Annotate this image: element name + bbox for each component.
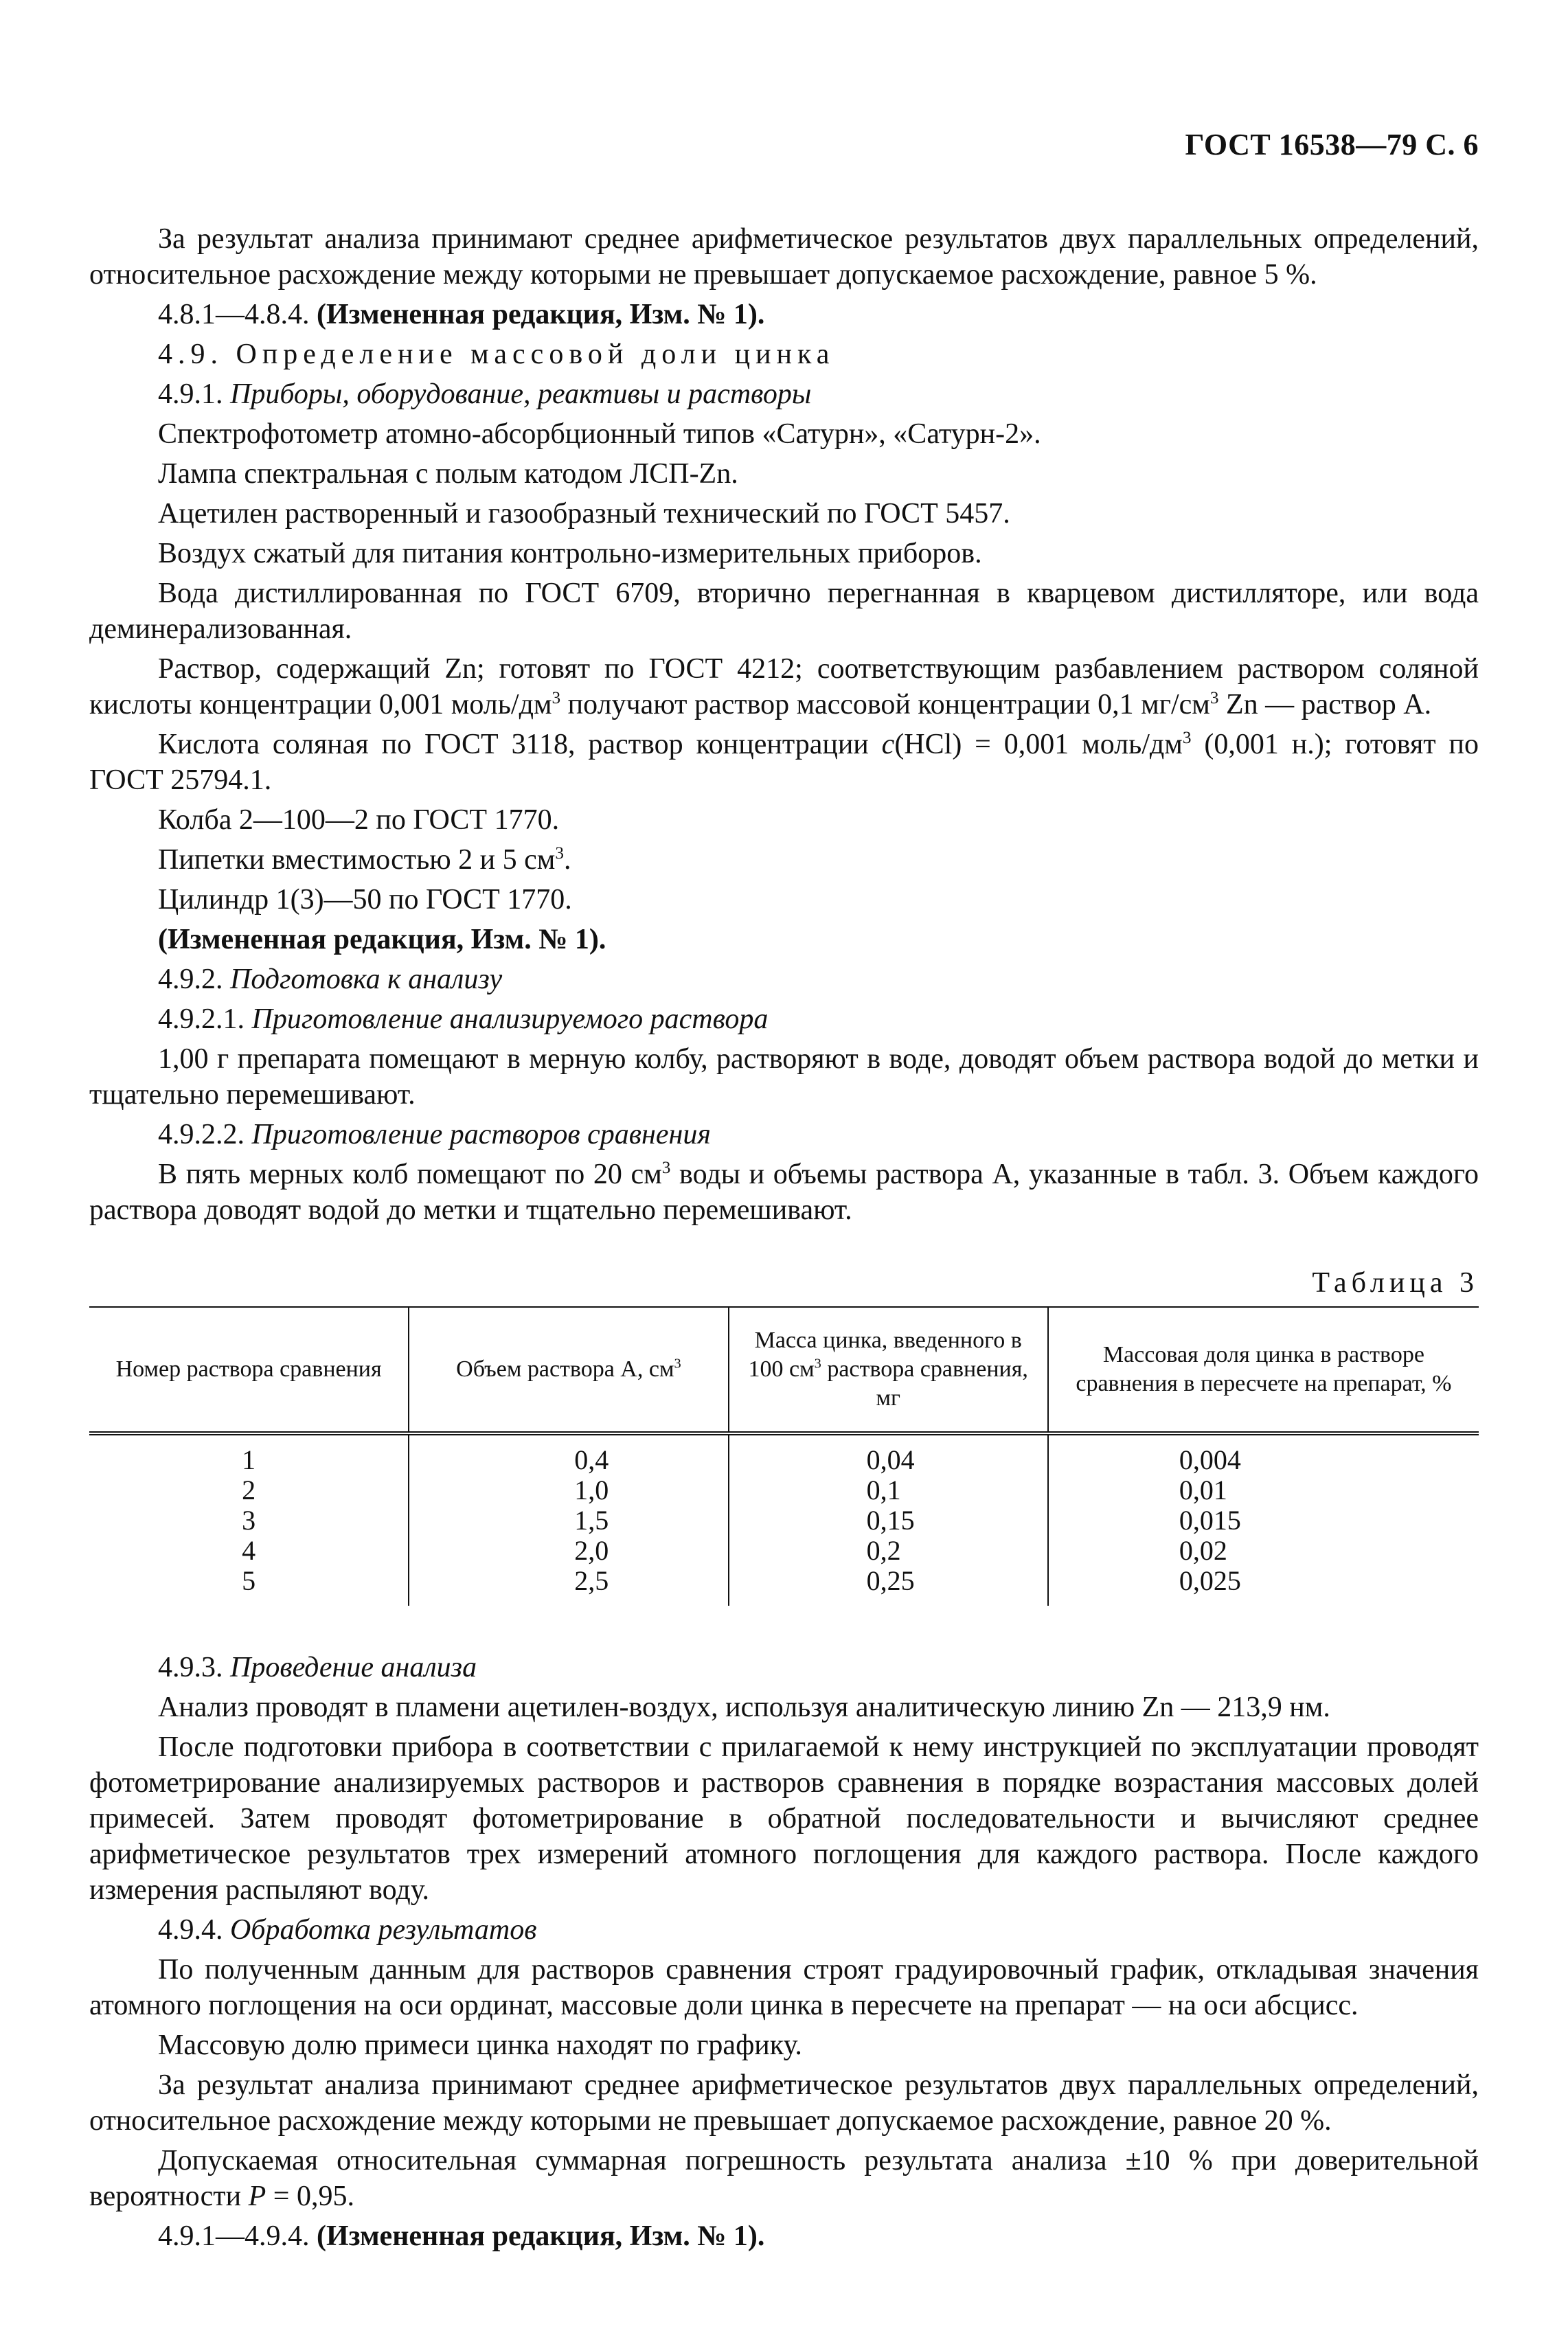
paragraph-graph: Массовую долю примеси цинка находят по графику.: [158, 2029, 802, 2061]
equipment-item-air: Воздух сжатый для питания контрольно-измерительных приборов.: [158, 538, 982, 569]
paragraph-photometry: После подготовки прибора в соответствии с прилагаемой к нему инструкцией по эксплуатации проводят фотометрирование анализируемых растворов и растворов сравнения в порядке возрастания массовых долей примесей. Затем проводят фотометрирование в обратной последовательности и вычисляют среднее арифметическое результатов трех измерений атомного поглощения для каждого раствора. После каждого измерения распыляют воду.: [89, 1731, 1479, 1906]
amendment-note-4-9-1: (Измененная редакция, Изм. № 1).: [158, 924, 606, 955]
document-body: [89, 221, 1479, 2254]
cell-number: 4: [242, 1535, 256, 1566]
paragraph-sample-prep: 1,00 г препарата помещают в мерную колбу, растворяют в воде, доводят объем раствора водой до метки и тщательно перемешивают.: [89, 1043, 1479, 1111]
equipment-item-water: Вода дистиллированная по ГОСТ 6709, вторично перегнанная в кварцевом дистилляторе, или вода деминерализованная.: [89, 578, 1479, 645]
paragraph-calibration: По полученным данным для растворов сравнения строят градуировочный график, откладывая значения атомного поглощения на оси ординат, массовые доли цинка в пересчете на препарат — на оси абсцисс.: [89, 1954, 1479, 2021]
paragraph-result-5: За результат анализа принимают среднее арифметическое результатов двух параллельных определений, относительное расхождение между которыми не превышает допускаемое расхождение, равное 5 %.: [89, 223, 1479, 291]
equipment-item-lamp: Лампа спектральная с полым катодом ЛСП-Zn.: [158, 458, 738, 490]
paragraph-result-20: За результат анализа принимают среднее арифметическое результатов двух параллельных определений, относительное расхождение между которыми не превышает допускаемое расхождение, равное 20 %.: [89, 2069, 1479, 2137]
subsection-heading-4-9-2-1: 4.9.2.1. Приготовление анализируемого раствора: [158, 1003, 769, 1035]
amendment-note-4-8: [89, 297, 1479, 332]
equipment-item-hcl: Кислота соляная по ГОСТ 3118, раствор концентрации c(HCl) = 0,001 моль/$дм^3$ (0,001 н.); готовят по ГОСТ 25794.1.: [89, 729, 1479, 796]
cell-zinc-mass: 0,04: [729, 1433, 1048, 1475]
table-row: [89, 1433, 1479, 1475]
cell-mass-fraction: 0,01: [1048, 1475, 1479, 1505]
equipment-item-pipettes: Пипетки вместимостью 2 и 5 $см^3$.: [158, 844, 571, 876]
subsection-title: Приборы, оборудование, реактивы и растворы: [230, 378, 812, 410]
subsection-heading-4-9-2-2: 4.9.2.2. Приготовление растворов сравнения: [158, 1119, 711, 1150]
equipment-item-spectrophotometer: Спектрофотометр атомно-абсорбционный типов «Сатурн», «Сатурн-2».: [158, 418, 1041, 450]
subsection-heading-4-9-2: 4.9.2. Подготовка к анализу: [158, 964, 503, 995]
subsection-heading-4-9-1: [89, 376, 1479, 412]
table-header-row: [89, 1307, 1479, 1433]
table-row: [89, 1536, 1479, 1566]
column-header-solution-number: Номер раствора сравнения: [89, 1307, 409, 1433]
paragraph-flame: Анализ проводят в пламени ацетилен-воздух, используя аналитическую линию Zn — 213,9 нм.: [158, 1692, 1330, 1723]
column-header-volume: Объем раствора А, $см^3$: [409, 1307, 728, 1433]
reference-solutions-table: [89, 1306, 1479, 1606]
cell-mass-fraction: 0,02: [1048, 1536, 1479, 1566]
page-header: ГОСТ 16538—79 С. 6: [1185, 128, 1479, 161]
cell-zinc-mass: 0,2: [729, 1536, 1048, 1566]
equipment-item-cylinder: Цилиндр 1(3)—50 по ГОСТ 1770.: [158, 884, 572, 916]
amendment-note-4-9: 4.9.1—4.9.4. (Измененная редакция, Изм. № 1).: [158, 2220, 765, 2252]
cell-volume: 2,0: [409, 1536, 728, 1566]
cell-volume: 1,5: [409, 1505, 728, 1536]
cell-number: 3: [242, 1505, 256, 1536]
clause-number: 4.8.1—4.8.4.: [158, 299, 317, 330]
subsection-heading-4-9-4: 4.9.4. Обработка результатов: [158, 1914, 537, 1946]
equipment-item-flask: Колба 2—100—2 по ГОСТ 1770.: [158, 804, 560, 836]
table-row: [89, 1566, 1479, 1606]
amendment-bold: (Измененная редакция, Изм. № 1).: [317, 299, 765, 330]
cell-zinc-mass: 0,15: [729, 1505, 1048, 1536]
cell-volume: 2,5: [409, 1566, 728, 1606]
subsection-heading-4-9-3: 4.9.3. Проведение анализа: [158, 1652, 477, 1683]
paragraph-error: Допускаемая относительная суммарная погрешность результата анализа ±10 % при доверительной вероятности P = 0,95.: [89, 2145, 1479, 2212]
table-caption: Таблица 3: [1312, 1267, 1479, 1299]
section-heading-4-9: 4.9. Определение массовой доли цинка: [158, 339, 835, 370]
clause-number: 4.9.1.: [158, 378, 230, 410]
column-header-zinc-mass: Масса цинка, введенного в 100 $см^3$ раствора сравнения, мг: [729, 1307, 1048, 1433]
equipment-item-zn-solution: Раствор, содержащий Zn; готовят по ГОСТ 4212; соответствующим разбавлением раствором соляной кислоты концентрации 0,001 моль/$дм^3$ получают раствор массовой концентрации 0,1 $мг/см^3$ Zn — раствор А.: [89, 653, 1479, 720]
cell-zinc-mass: 0,1: [729, 1475, 1048, 1505]
paragraph-reference-prep: В пять мерных колб помещают по 20 $см^3$ воды и объемы раствора А, указанные в табл. 3. Объем каждого раствора доводят водой до метки и тщательно перемешивают.: [89, 1159, 1479, 1226]
cell-number: 5: [242, 1565, 256, 1596]
table-row: [89, 1475, 1479, 1505]
cell-number: 2: [242, 1475, 256, 1505]
cell-mass-fraction: 0,015: [1048, 1505, 1479, 1536]
cell-volume: 0,4: [409, 1433, 728, 1475]
cell-mass-fraction: 0,004: [1048, 1433, 1479, 1475]
cell-volume: 1,0: [409, 1475, 728, 1505]
cell-mass-fraction: 0,025: [1048, 1566, 1479, 1606]
cell-number: 1: [242, 1444, 256, 1475]
column-header-mass-fraction: Массовая доля цинка в растворе сравнения в пересчете на препарат, %: [1048, 1307, 1479, 1433]
equipment-item-acetylene: Ацетилен растворенный и газообразный технический по ГОСТ 5457.: [158, 498, 1010, 530]
table-row: [89, 1505, 1479, 1536]
cell-zinc-mass: 0,25: [729, 1566, 1048, 1606]
